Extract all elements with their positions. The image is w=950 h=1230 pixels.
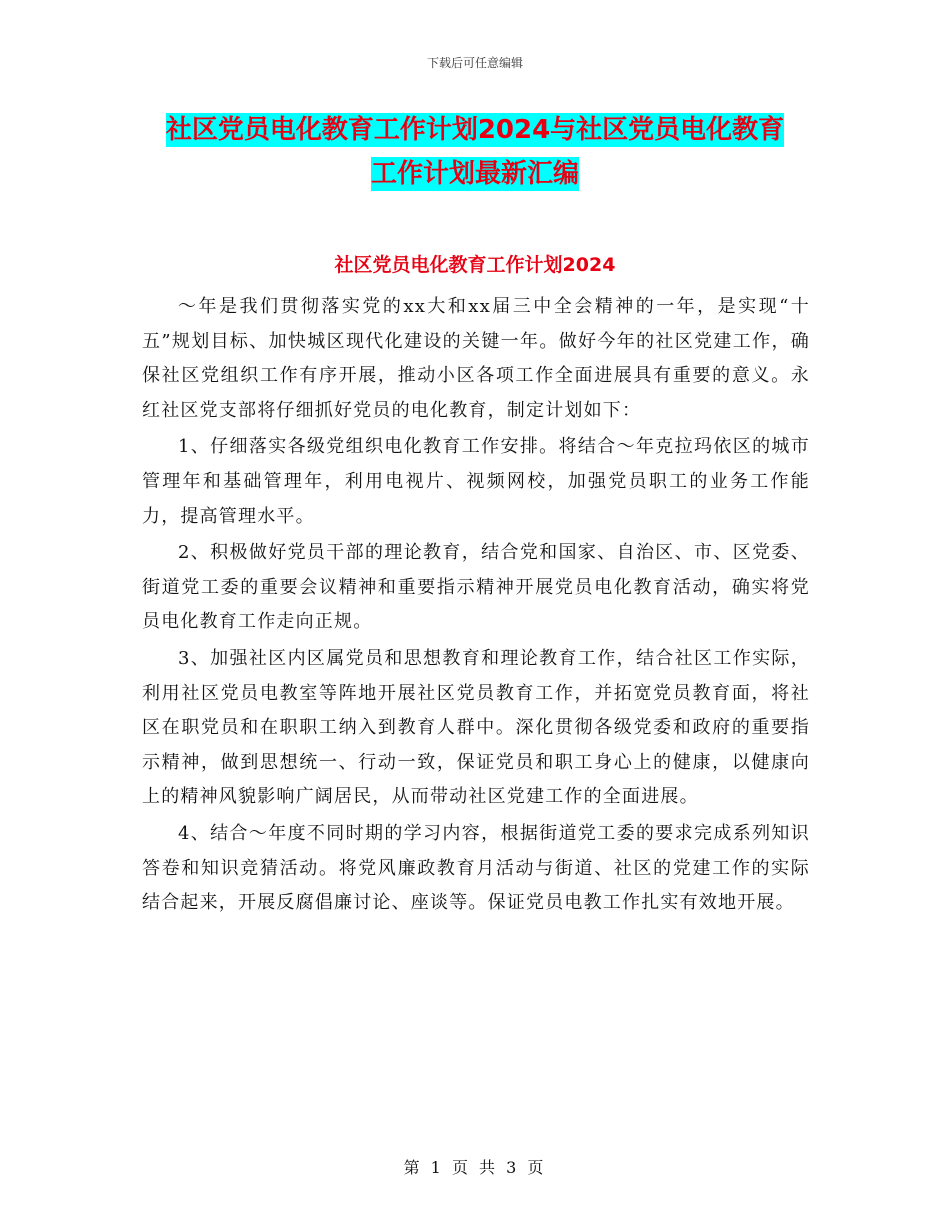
paragraph: ～年是我们贯彻落实党的xx大和xx届三中全会精神的一年，是实现“十五”规划目标、加快城区现代化建设的关键一年。做好今年的社区党建工作，确保社区党组织工作有序开展，推动小区各项工作全面进展具有重要的意义。永红社区党支部将仔细抓好党员的电化教育，制定计划如下：: [142, 296, 810, 421]
header-note: 下载后可任意编辑: [426, 56, 523, 70]
paragraph: 3、加强社区内区属党员和思想教育和理论教育工作，结合社区工作实际，利用社区党员电教室等阵地开展社区党员教育工作，并拓宽党员教育面，将社区在职党员和在职职工纳入到教育人群中。深化贯彻各级党委和政府的重要指示精神，做到思想统一、行动一致，保证党员和职工身心上的健康，以健康向上的精神风貌影响广阔居民，从而带动社区党建工作的全面进展。: [142, 647, 810, 808]
document-title-line1: 社区党员电化教育工作计划2024与社区党员电化教育: [165, 115, 785, 145]
page-footer: 第 1 页 共 3 页: [403, 1158, 547, 1177]
paragraph: 1、仔细落实各级党组织电化教育工作安排。将结合～年克拉玛依区的城市管理年和基础管理年，利用电视片、视频网校，加强党员职工的业务工作能力，提高管理水平。: [142, 436, 810, 527]
paragraph: 4、结合～年度不同时期的学习内容，根据街道党工委的要求完成系列知识答卷和知识竞猜活动。将党风廉政教育月活动与街道、社区的党建工作的实际结合起来，开展反腐倡廉讨论、座谈等。保证党员电教工作扎实有效地开展。: [142, 822, 810, 914]
body-text: [142, 290, 810, 923]
document-title-line2: 工作计划最新汇编: [370, 159, 579, 189]
document-title: [140, 108, 810, 196]
paragraph: 2、积极做好党员干部的理论教育，结合党和国家、自治区、市、区党委、街道党工委的重要会议精神和重要指示精神开展党员电化教育活动，确实将党员电化教育工作走向正规。: [142, 542, 810, 633]
section-title: 社区党员电化教育工作计划2024: [334, 254, 616, 276]
